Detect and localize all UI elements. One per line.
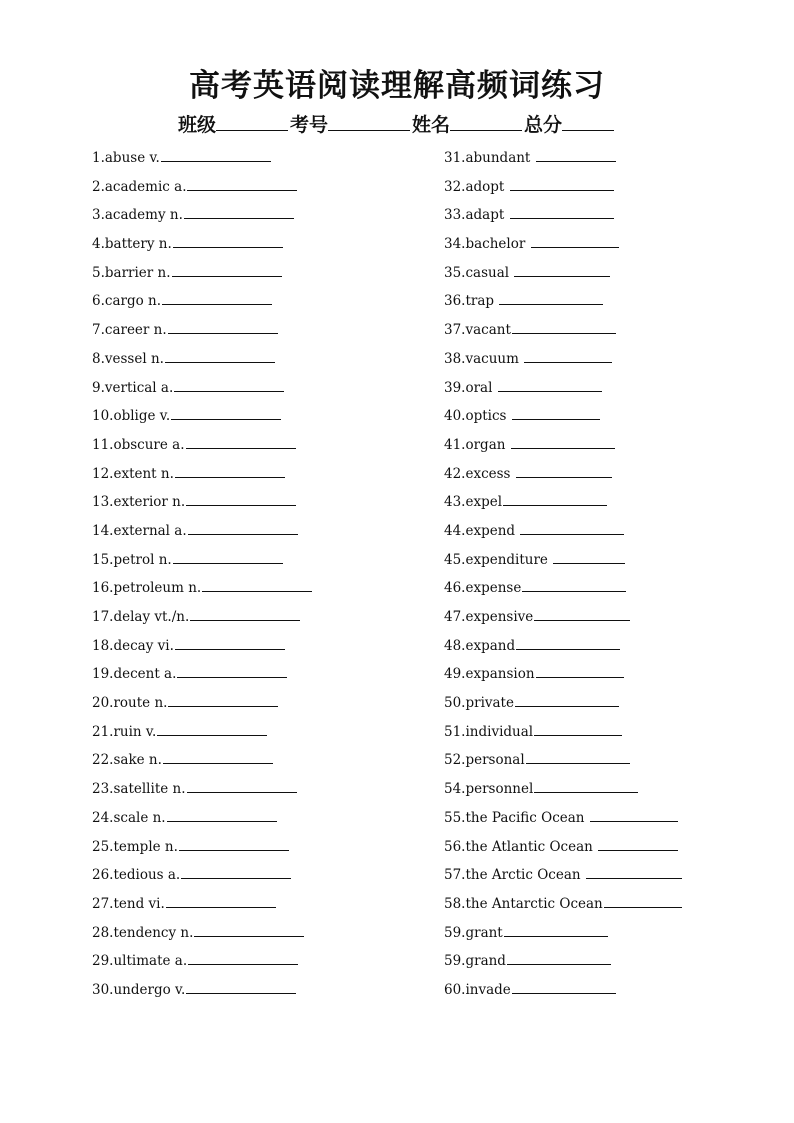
score-label: 总分 — [524, 114, 563, 136]
word-label: 1.abuse v. — [92, 150, 160, 166]
answer-blank[interactable] — [534, 721, 622, 736]
list-item — [444, 950, 682, 979]
answer-blank[interactable] — [510, 204, 614, 219]
answer-blank[interactable] — [184, 204, 294, 219]
word-label: 32.adopt — [444, 178, 509, 195]
answer-blank[interactable] — [188, 950, 298, 965]
answer-blank[interactable] — [524, 348, 612, 363]
number-label: 考号 — [289, 114, 328, 136]
word-label: 20.route n. — [92, 695, 168, 712]
word-label: 56.the Atlantic Ocean — [444, 838, 598, 855]
list-item — [92, 922, 312, 951]
list-item — [92, 204, 312, 233]
list-item — [444, 807, 682, 836]
list-item — [92, 491, 312, 520]
list-item — [92, 520, 312, 549]
list-item — [92, 979, 312, 1008]
list-item — [92, 463, 312, 492]
list-item — [92, 434, 312, 463]
list-item — [444, 434, 682, 463]
list-item — [92, 176, 312, 205]
list-item — [444, 348, 682, 377]
answer-blank[interactable] — [526, 749, 630, 764]
answer-blank[interactable] — [172, 262, 282, 277]
word-label: 8.vessel n. — [92, 350, 164, 367]
word-label: 42.excess — [444, 465, 515, 482]
list-item — [92, 262, 312, 291]
answer-blank[interactable] — [181, 864, 291, 879]
list-item — [444, 893, 682, 922]
answer-blank[interactable] — [162, 290, 272, 305]
list-item — [92, 749, 312, 778]
answer-blank[interactable] — [166, 893, 276, 908]
list-item — [444, 749, 682, 778]
list-item — [444, 176, 682, 205]
answer-blank[interactable] — [499, 290, 603, 305]
word-label: 36.trap — [444, 293, 499, 310]
answer-blank[interactable] — [515, 692, 619, 707]
word-label: 57.the Arctic Ocean — [444, 867, 585, 884]
answer-blank[interactable] — [512, 405, 600, 420]
word-label: 35.casual — [444, 264, 514, 281]
word-label: 30.undergo v. — [92, 981, 186, 998]
answer-blank[interactable] — [503, 491, 607, 506]
answer-blank[interactable] — [167, 807, 277, 822]
list-item — [444, 721, 682, 750]
answer-blank[interactable] — [553, 549, 625, 564]
word-label: 18.decay vi. — [92, 637, 174, 654]
list-item — [92, 233, 312, 262]
name-blank[interactable] — [450, 112, 522, 131]
word-label: 59.grand — [444, 953, 506, 970]
answer-blank[interactable] — [510, 176, 614, 191]
list-item — [444, 864, 682, 893]
answer-blank[interactable] — [498, 377, 602, 392]
word-label: 52.personal — [444, 752, 525, 769]
class-blank[interactable] — [216, 112, 288, 131]
answer-blank[interactable] — [202, 577, 312, 592]
list-item — [92, 692, 312, 721]
list-item — [92, 663, 312, 692]
word-label: 49.expansion — [444, 666, 535, 683]
list-item — [92, 577, 312, 606]
word-label: 2.academic a. — [92, 178, 187, 195]
answer-blank[interactable] — [520, 520, 624, 535]
list-item — [444, 549, 682, 578]
word-label: 33.adapt — [444, 207, 509, 224]
word-label: 50.private — [444, 695, 514, 712]
list-item — [444, 635, 682, 664]
answer-blank[interactable] — [168, 319, 278, 334]
word-label: 26.tedious a. — [92, 867, 181, 884]
answer-blank[interactable] — [507, 950, 611, 965]
answer-blank[interactable] — [514, 262, 610, 277]
list-item — [444, 319, 682, 348]
word-label: 58.the Antarctic Ocean — [444, 895, 603, 912]
list-item — [444, 262, 682, 291]
list-item — [444, 778, 682, 807]
word-label: 31.abundant — [444, 150, 535, 166]
word-label: 38.vacuum — [444, 350, 524, 367]
answer-blank[interactable] — [190, 606, 300, 621]
list-item — [92, 405, 312, 434]
list-item — [444, 692, 682, 721]
list-item — [444, 233, 682, 262]
list-item — [92, 635, 312, 664]
word-label: 27.tend vi. — [92, 895, 165, 912]
list-item — [444, 577, 682, 606]
word-label: 6.cargo n. — [92, 293, 161, 310]
page-title: 高考英语阅读理解高频词练习 — [189, 68, 605, 104]
list-item — [92, 377, 312, 406]
word-label: 4.battery n. — [92, 236, 172, 253]
answer-blank[interactable] — [163, 749, 273, 764]
word-label: 3.academy n. — [92, 207, 183, 224]
left-word-column — [92, 147, 312, 1008]
score-blank[interactable] — [562, 112, 614, 131]
answer-blank[interactable] — [516, 635, 620, 650]
word-label: 43.expel — [444, 494, 503, 511]
word-label: 22.sake n. — [92, 752, 162, 769]
answer-blank[interactable] — [531, 233, 619, 248]
word-label: 54.personnel — [444, 781, 534, 798]
answer-blank[interactable] — [165, 348, 275, 363]
word-label: 25.temple n. — [92, 838, 178, 855]
answer-blank[interactable] — [604, 893, 682, 908]
answer-blank[interactable] — [175, 463, 285, 478]
list-item — [444, 491, 682, 520]
word-label: 16.petroleum n. — [92, 580, 202, 597]
answer-blank[interactable] — [504, 922, 608, 937]
student-info-header — [0, 110, 794, 137]
answer-blank[interactable] — [168, 692, 278, 707]
word-label: 21.ruin v. — [92, 723, 157, 740]
answer-blank[interactable] — [174, 377, 284, 392]
answer-blank[interactable] — [171, 405, 281, 420]
list-item — [444, 204, 682, 233]
answer-blank[interactable] — [187, 778, 297, 793]
list-item — [92, 348, 312, 377]
word-label: 55.the Pacific Ocean — [444, 809, 589, 826]
list-item — [92, 807, 312, 836]
answer-blank[interactable] — [512, 979, 616, 994]
answer-blank[interactable] — [187, 176, 297, 191]
word-label: 28.tendency n. — [92, 924, 194, 941]
list-item — [444, 290, 682, 319]
answer-blank[interactable] — [186, 979, 296, 994]
answer-blank[interactable] — [534, 778, 638, 793]
list-item — [92, 290, 312, 319]
answer-blank[interactable] — [186, 491, 296, 506]
word-label: 34.bachelor — [444, 236, 530, 253]
answer-blank[interactable] — [157, 721, 267, 736]
word-label: 15.petrol n. — [92, 551, 172, 568]
word-label: 51.individual — [444, 723, 534, 740]
list-item — [92, 950, 312, 979]
word-label: 23.satellite n. — [92, 781, 186, 798]
list-item — [92, 864, 312, 893]
word-label: 13.exterior n. — [92, 494, 186, 511]
word-label: 44.expend — [444, 522, 520, 539]
list-item — [92, 721, 312, 750]
word-label: 59.grant — [444, 924, 503, 941]
word-label: 11.obscure a. — [92, 436, 185, 453]
word-label: 17.delay vt./n. — [92, 609, 190, 625]
list-item — [444, 606, 682, 635]
answer-blank[interactable] — [534, 606, 630, 621]
word-label: 60.invade — [444, 981, 511, 998]
list-item — [92, 147, 312, 176]
word-label: 40.optics — [444, 408, 511, 425]
class-label: 班级 — [177, 114, 216, 136]
number-blank[interactable] — [328, 112, 410, 131]
answer-blank[interactable] — [186, 434, 296, 449]
list-item — [444, 377, 682, 406]
answer-blank[interactable] — [536, 663, 624, 678]
word-label: 9.vertical a. — [92, 379, 174, 396]
word-label: 7.career n. — [92, 322, 167, 339]
word-label: 12.extent n. — [92, 465, 174, 482]
word-label: 39.oral — [444, 379, 497, 396]
word-label: 37.vacant — [444, 322, 511, 339]
list-item — [444, 463, 682, 492]
list-item — [444, 922, 682, 951]
answer-blank[interactable] — [177, 663, 287, 678]
answer-blank[interactable] — [536, 147, 616, 162]
word-label: 24.scale n. — [92, 809, 166, 826]
word-label: 46.expense — [444, 580, 522, 597]
answer-blank[interactable] — [512, 319, 616, 334]
answer-blank[interactable] — [598, 836, 678, 851]
name-label: 姓名 — [412, 114, 451, 136]
word-label: 45.expenditure — [444, 551, 553, 568]
list-item — [444, 147, 682, 176]
answer-blank[interactable] — [175, 635, 285, 650]
answer-blank[interactable] — [173, 549, 283, 564]
word-label: 14.external a. — [92, 522, 187, 539]
word-label: 41.organ — [444, 436, 510, 453]
answer-blank[interactable] — [522, 577, 626, 592]
list-item — [92, 836, 312, 865]
list-item — [444, 663, 682, 692]
list-item — [444, 520, 682, 549]
list-item — [92, 893, 312, 922]
right-word-column — [444, 147, 682, 1008]
answer-blank[interactable] — [590, 807, 678, 822]
word-label: 19.decent a. — [92, 666, 177, 683]
word-label: 29.ultimate a. — [92, 953, 188, 970]
list-item — [444, 979, 682, 1008]
list-item — [92, 549, 312, 578]
answer-blank[interactable] — [179, 836, 289, 851]
list-item — [92, 319, 312, 348]
list-item — [92, 606, 312, 635]
word-label: 10.oblige v. — [92, 408, 171, 425]
answer-blank[interactable] — [516, 463, 612, 478]
list-item — [92, 778, 312, 807]
answer-blank[interactable] — [188, 520, 298, 535]
answer-blank[interactable] — [161, 147, 271, 162]
answer-blank[interactable] — [194, 922, 304, 937]
answer-blank[interactable] — [173, 233, 283, 248]
word-label: 48.expand — [444, 637, 516, 654]
list-item — [444, 405, 682, 434]
word-label: 5.barrier n. — [92, 264, 171, 281]
answer-blank[interactable] — [511, 434, 615, 449]
word-label: 47.expensive — [444, 609, 534, 625]
answer-blank[interactable] — [586, 864, 682, 879]
list-item — [444, 836, 682, 865]
